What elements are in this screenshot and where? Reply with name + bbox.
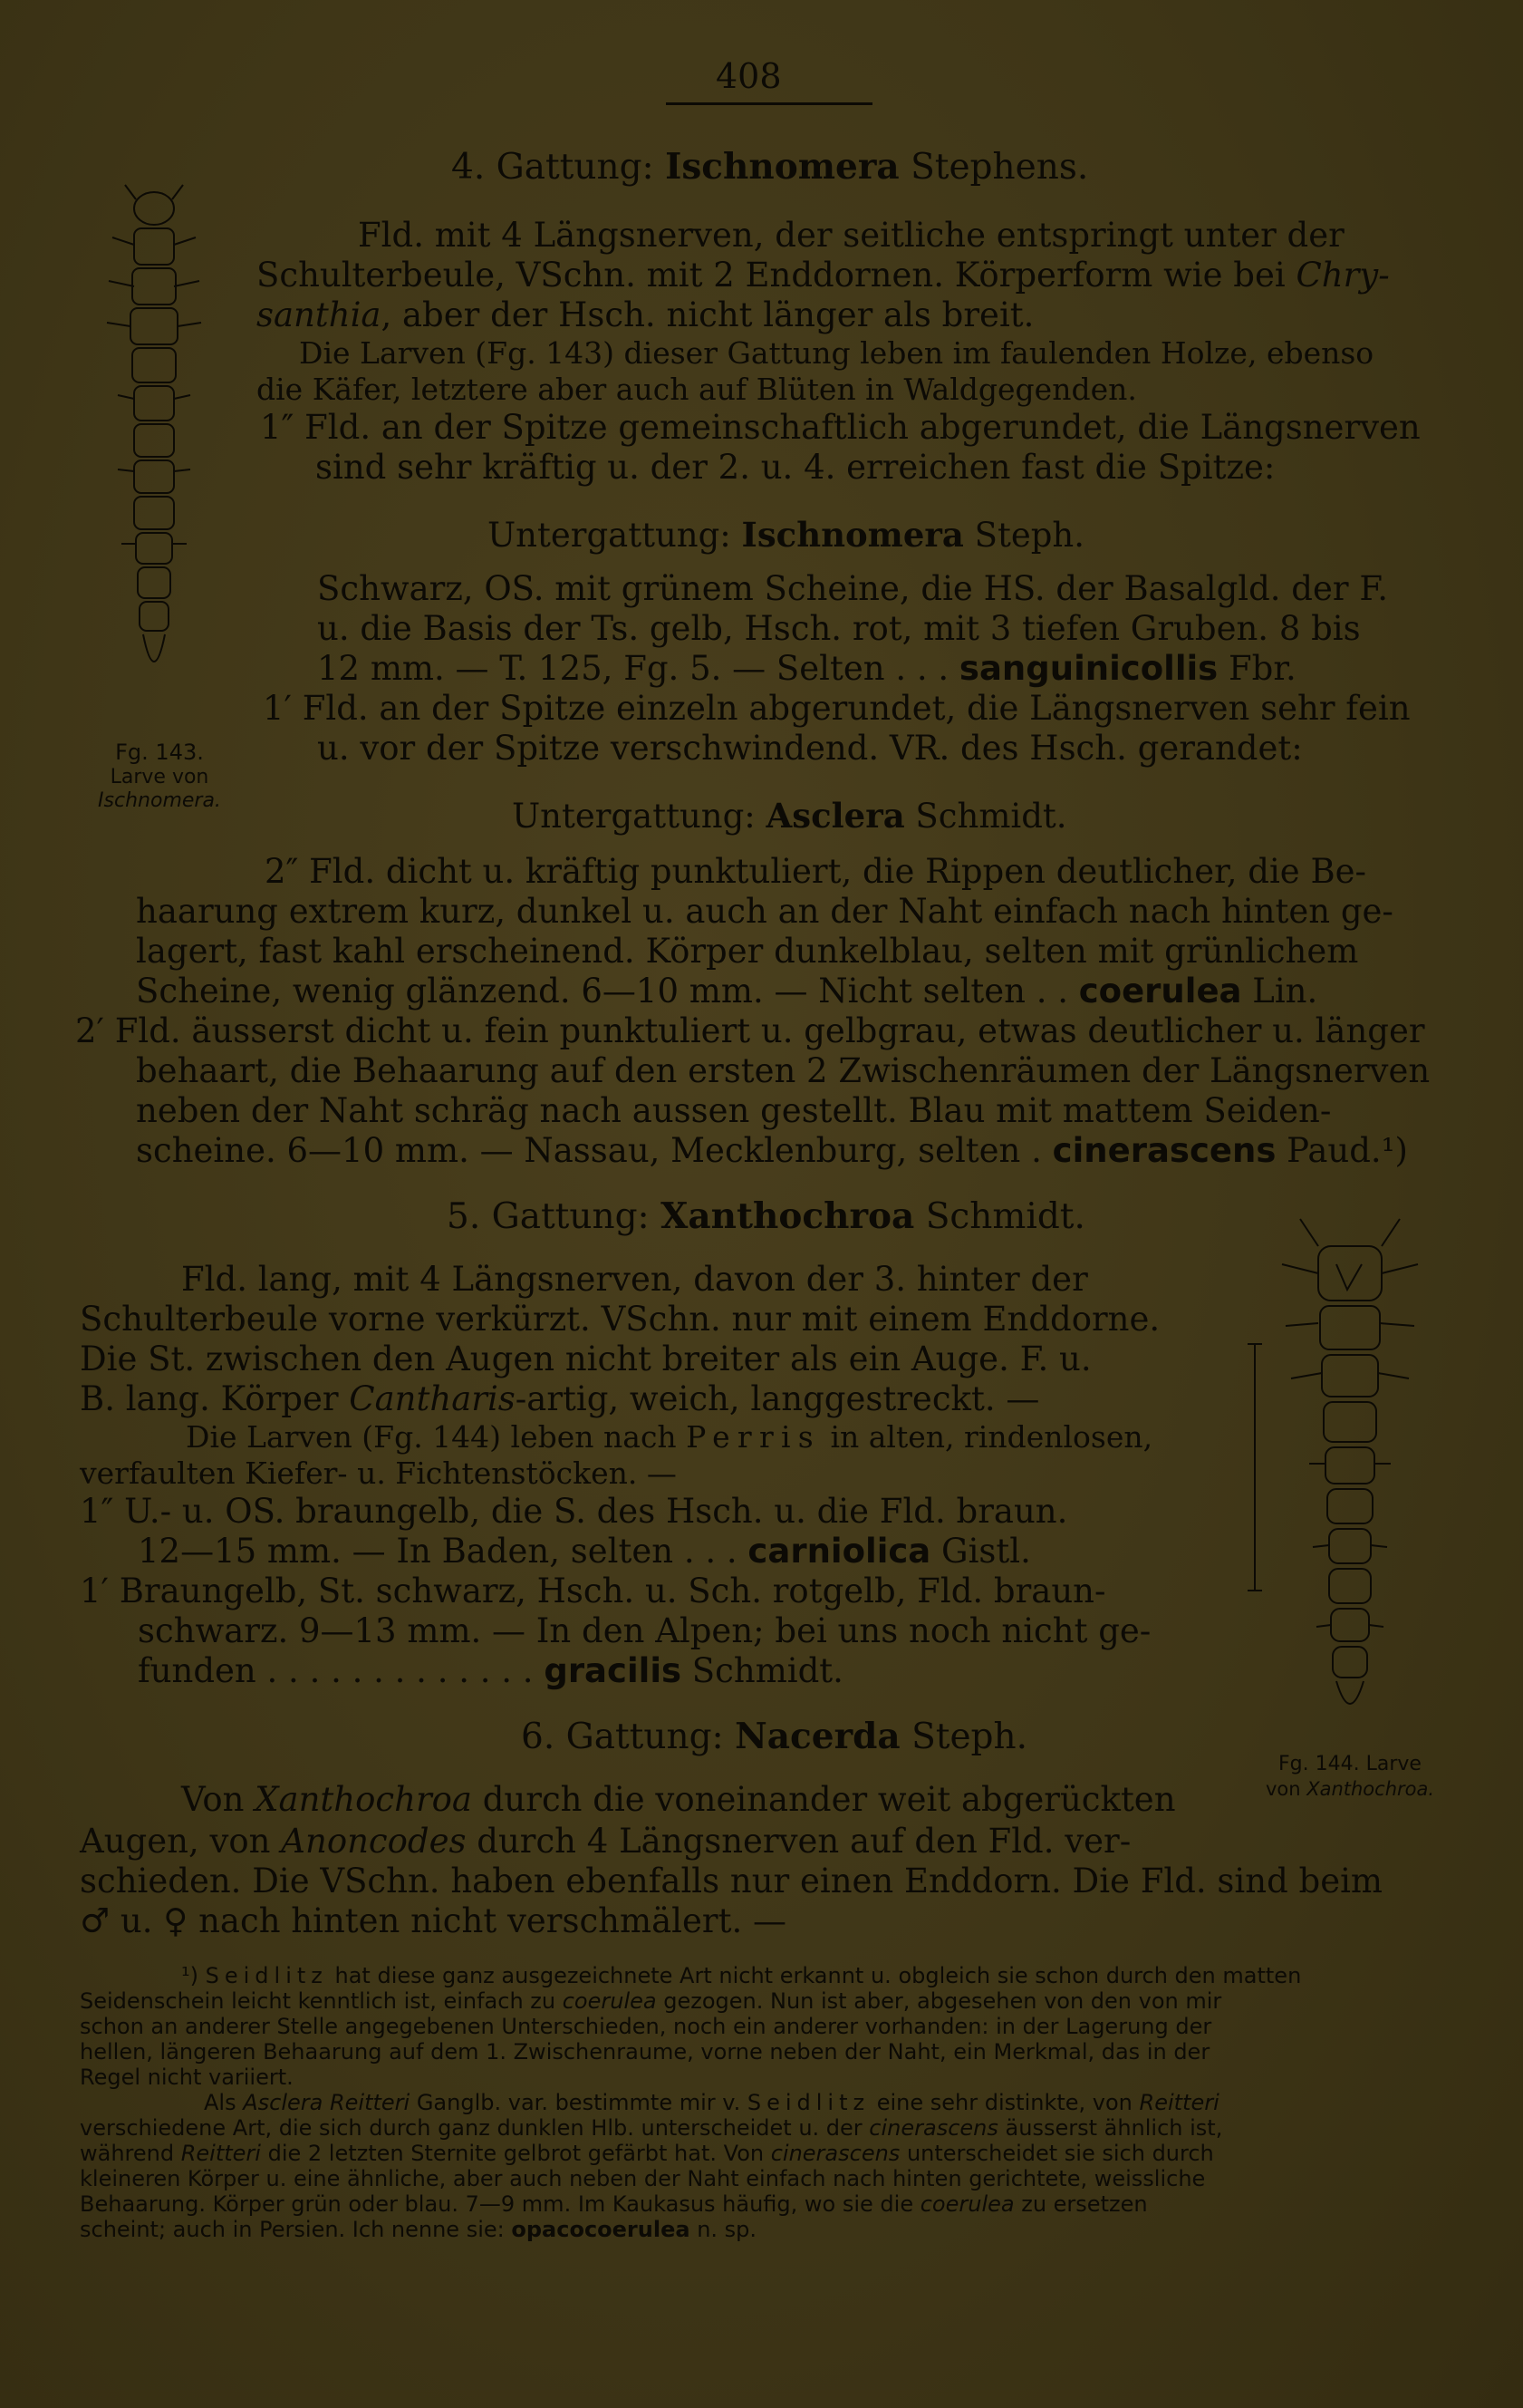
author-reference: Seidlitz	[205, 1963, 328, 1988]
figure-144-larva-drawing	[1246, 1210, 1454, 1736]
text-segment: Die Larven (Fg. 144) leben nach	[186, 1419, 687, 1455]
species-author: Lin.	[1241, 972, 1318, 1011]
text-segment: Scheine, wenig glänzend. 6—10 mm. — Nicht selten . .	[136, 972, 1079, 1011]
text-segment: Als	[204, 2090, 244, 2115]
key-couplet-2-prime: behaart, die Behaarung auf den ersten 2 Zwischenräumen der Längsnerven	[136, 1051, 1431, 1090]
text-segment: Ganglb. var. bestimmte mir v.	[410, 2090, 747, 2115]
genus-5-key-couplet-1-double-prime	[138, 1532, 1031, 1571]
text-segment: funden . . . . . . . . . . . . .	[138, 1651, 545, 1690]
key-couplet-2-double-prime	[136, 972, 1317, 1011]
species-reference: Asclera Reitteri	[243, 2090, 410, 2115]
species-description-line	[317, 649, 1296, 689]
key-couplet-2-prime: neben der Naht schräg nach aussen gestellt. Blau mit mattem Seiden-	[136, 1091, 1332, 1130]
species-reference: cinerascens	[770, 2141, 901, 2166]
species-reference: Reitteri	[180, 2141, 261, 2166]
species-name-carniolica: carniolica	[747, 1532, 931, 1571]
genus-reference: Xanthochroa	[255, 1780, 472, 1819]
subgenus-author: Schmidt.	[904, 797, 1067, 836]
caption-genus: Xanthochroa.	[1306, 1778, 1435, 1800]
genus-6-text-line	[80, 1822, 1131, 1862]
subgenus-label: Untergattung:	[512, 797, 766, 836]
page-number-rule	[666, 102, 872, 105]
key-couplet-2-prime	[136, 1131, 1408, 1171]
genus-6-name: Nacerda	[735, 1716, 901, 1757]
text-segment: Behaarung. Körper grün oder blau. 7—9 mm. Im Kaukasus häufig, wo sie die	[80, 2191, 921, 2217]
figure-144-caption: Fg. 144. Larve	[1278, 1753, 1422, 1775]
genus-4-heading-prefix: 4. Gattung:	[451, 147, 666, 188]
text-segment: eine sehr distinkte, von	[870, 2090, 1140, 2115]
footnote-marker: ¹)	[181, 1963, 206, 1988]
species-reference: cinerascens	[869, 2115, 998, 2141]
author-reference: Perris	[686, 1419, 821, 1455]
genus-4-larvae-line: die Käfer, letztere aber auch auf Blüten in Waldgegenden.	[256, 372, 1137, 407]
text-segment: äusserst ähnlich ist,	[998, 2115, 1223, 2141]
footnote-line	[80, 2141, 1214, 2166]
species-description-line: Schwarz, OS. mit grünem Scheine, die HS. der Basalgld. der F.	[317, 569, 1388, 608]
text-segment: Augen, von	[80, 1822, 282, 1861]
genus-5-name: Xanthochroa	[660, 1195, 915, 1237]
species-reference: Reitteri	[1139, 2090, 1219, 2115]
key-couplet-1-double-prime: sind sehr kräftig u. der 2. u. 4. erreichen fast die Spitze:	[315, 448, 1276, 487]
genus-4-author: Stephens.	[899, 147, 1089, 188]
text-segment: zu ersetzen	[1014, 2191, 1148, 2217]
text-segment: Von	[181, 1780, 255, 1819]
footnote-line: hellen, längeren Behaarung auf dem 1. Zwischenraume, vorne neben der Naht, ein Merkmal, das in der	[80, 2039, 1210, 2065]
text-segment: n. sp.	[689, 2217, 757, 2242]
genus-reference: Chry-	[1296, 256, 1390, 295]
genus-5-heading-prefix: 5. Gattung:	[447, 1196, 661, 1237]
genus-5-key-couplet-1-prime	[138, 1651, 843, 1691]
key-couplet-1-double-prime: 1″ Fld. an der Spitze gemeinschaftlich abgerundet, die Längsnerven	[260, 408, 1421, 447]
key-couplet-2-double-prime: 2″ Fld. dicht u. kräftig punktuliert, die Rippen deutlicher, die Be-	[265, 852, 1367, 891]
text-segment: , aber der Hsch. nicht länger als breit.	[381, 295, 1035, 334]
genus-5-key-couplet-1-double-prime: 1″ U.- u. OS. braungelb, die S. des Hsch. u. die Fld. braun.	[80, 1492, 1068, 1531]
genus-4-text-line	[256, 295, 1034, 335]
footnote-line	[80, 2191, 1148, 2217]
subgenus-asclera-heading	[512, 796, 1067, 837]
figure-143-larva-drawing	[91, 181, 217, 725]
genus-5-larvae-line: verfaulten Kiefer- u. Fichtenstöcken. —	[80, 1455, 677, 1491]
text-segment: die 2 letzten Sternite gelbrot gefärbt hat. Von	[260, 2141, 771, 2166]
text-segment: während	[80, 2141, 181, 2166]
subgenus-name: Ischnomera	[741, 515, 964, 555]
genus-6-text-line: ♂ u. ♀ nach hinten nicht verschmälert. —	[80, 1901, 786, 1940]
footnote-line: schon an anderer Stelle angegebenen Unterschieden, noch ein anderer vorhanden: in der Lagerung der	[80, 2014, 1212, 2039]
text-segment: unterscheidet sie sich durch	[900, 2141, 1214, 2166]
page-number: 408	[716, 56, 782, 96]
figure-143-label: Fg. 143.	[115, 740, 204, 765]
genus-6-text-line: schieden. Die VSchn. haben ebenfalls nur einen Enddorn. Die Fld. sind beim	[80, 1862, 1383, 1900]
subgenus-author: Steph.	[963, 516, 1084, 555]
text-segment: Seidenschein leicht kenntlich ist, einfach zu	[80, 1988, 563, 2014]
genus-5-heading	[447, 1196, 1085, 1237]
genus-6-heading	[521, 1717, 1027, 1757]
key-couplet-1-prime: u. vor der Spitze verschwindend. VR. des Hsch. gerandet:	[317, 729, 1303, 768]
footnote-line: kleineren Körper u. eine ähnliche, aber auch neben der Naht einfach nach hinten gerichtete, weissliche	[80, 2166, 1206, 2191]
genus-4-text-line	[256, 256, 1390, 295]
text-segment: scheine. 6—10 mm. — Nassau, Mecklenburg, selten .	[136, 1131, 1053, 1170]
subgenus-label: Untergattung:	[487, 516, 742, 555]
species-author: Schmidt.	[681, 1651, 843, 1690]
genus-6-heading-prefix: 6. Gattung:	[521, 1717, 736, 1757]
footnote-line	[80, 2217, 757, 2242]
species-name-gracilis: gracilis	[544, 1651, 682, 1690]
genus-reference: Anoncodes	[281, 1822, 467, 1861]
key-couplet-2-double-prime: haarung extrem kurz, dunkel u. auch an der Naht einfach nach hinten ge-	[136, 892, 1393, 931]
text-segment: B. lang. Körper	[80, 1379, 350, 1418]
key-couplet-2-prime: 2′ Fld. äusserst dicht u. fein punktuliert u. gelbgrau, etwas deutlicher u. länger	[75, 1011, 1425, 1050]
species-description-line: u. die Basis der Ts. gelb, Hsch. rot, mit 3 tiefen Gruben. 8 bis	[317, 609, 1361, 648]
key-couplet-2-double-prime: lagert, fast kahl erscheinend. Körper dunkelblau, selten mit grünlichem	[136, 932, 1359, 971]
species-author: Paud.¹)	[1276, 1131, 1408, 1170]
genus-4-name: Ischnomera	[665, 146, 900, 188]
text-segment: 12 mm. — T. 125, Fg. 5. — Selten . . .	[317, 649, 959, 688]
genus-reference: Cantharis	[349, 1379, 516, 1418]
text-segment: -artig, weich, langgestreckt. —	[515, 1379, 1040, 1418]
footnote-line	[181, 1963, 1301, 1988]
caption-segment: von	[1265, 1778, 1307, 1800]
new-species-name: opacocoerulea	[511, 2217, 690, 2242]
footnote-line: Regel nicht variiert.	[80, 2065, 294, 2090]
species-name-sanguinicollis: sanguinicollis	[959, 649, 1219, 688]
genus-4-text-line: Fld. mit 4 Längsnerven, der seitliche entspringt unter der	[358, 216, 1345, 255]
key-couplet-1-prime: 1′ Fld. an der Spitze einzeln abgerundet, die Längsnerven sehr fein	[263, 689, 1411, 728]
genus-5-author: Schmidt.	[914, 1196, 1085, 1237]
text-segment: durch die voneinander weit abgerückten	[471, 1780, 1176, 1819]
genus-5-text-line: Die St. zwischen den Augen nicht breiter als ein Auge. F. u.	[80, 1339, 1092, 1378]
species-name-cinerascens: cinerascens	[1052, 1131, 1277, 1170]
text-segment: verschiedene Art, die sich durch ganz dunklen Hlb. unterscheidet u. der	[80, 2115, 870, 2141]
text-segment: Schulterbeule, VSchn. mit 2 Enddornen. Körperform wie bei	[256, 256, 1296, 295]
species-author: Fbr.	[1218, 649, 1296, 688]
species-reference: coerulea	[920, 2191, 1015, 2217]
footnote-line	[204, 2090, 1219, 2115]
author-reference: Seidlitz	[747, 2090, 871, 2115]
genus-5-text-line: Fld. lang, mit 4 Längsnerven, davon der 3. hinter der	[181, 1260, 1088, 1299]
species-name-coerulea: coerulea	[1078, 972, 1242, 1011]
text-segment: in alten, rindenlosen,	[820, 1419, 1153, 1455]
text-segment: 12—15 mm. — In Baden, selten . . .	[138, 1532, 748, 1571]
species-reference: coerulea	[562, 1988, 657, 2014]
figure-143-caption: Larve von	[110, 766, 209, 788]
genus-5-key-couplet-1-prime: schwarz. 9—13 mm. — In den Alpen; bei uns noch nicht ge-	[138, 1611, 1152, 1650]
genus-5-larvae-line	[186, 1419, 1152, 1455]
genus-5-text-line	[80, 1379, 1039, 1419]
genus-6-text-line	[181, 1780, 1176, 1820]
figure-143-caption-genus: Ischnomera.	[98, 789, 221, 812]
genus-4-heading	[451, 147, 1088, 188]
text-segment: scheint; auch in Persien. Ich nenne sie:	[80, 2217, 512, 2242]
subgenus-ischnomera-heading	[487, 515, 1084, 556]
footnote-line	[80, 2115, 1222, 2141]
text-segment: gezogen. Nun ist aber, abgesehen von den von mir	[656, 1988, 1222, 2014]
text-segment: durch 4 Längsnerven auf den Fld. ver-	[466, 1822, 1132, 1861]
genus-4-larvae-line: Die Larven (Fg. 143) dieser Gattung leben im faulenden Holze, ebenso	[299, 335, 1374, 371]
genus-5-text-line: Schulterbeule vorne verkürzt. VSchn. nur mit einem Enddorne.	[80, 1300, 1161, 1339]
text-segment: hat diese ganz ausgezeichnete Art nicht erkannt u. obgleich sie schon durch den matten	[327, 1963, 1302, 1988]
genus-5-key-couplet-1-prime: 1′ Braungelb, St. schwarz, Hsch. u. Sch. rotgelb, Fld. braun-	[80, 1571, 1106, 1610]
figure-144-caption	[1230, 1778, 1470, 1800]
genus-reference: santhia	[256, 295, 381, 334]
genus-6-author: Steph.	[900, 1717, 1028, 1757]
species-author: Gistl.	[930, 1532, 1031, 1571]
subgenus-name: Asclera	[766, 796, 905, 836]
footnote-line	[80, 1988, 1221, 2014]
